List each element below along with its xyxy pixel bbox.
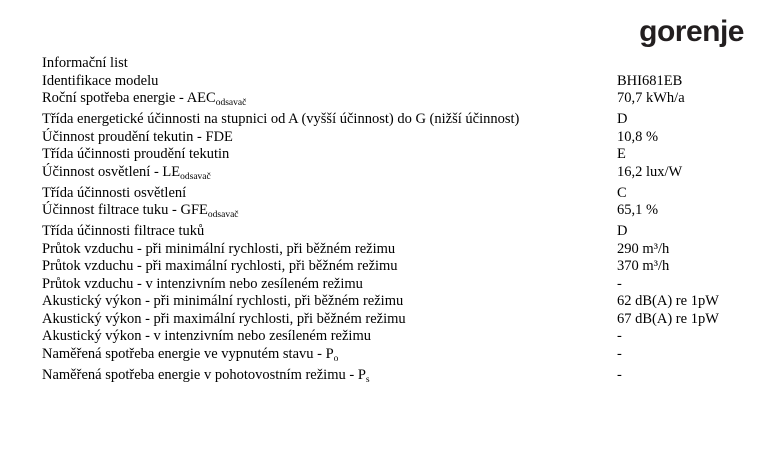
label-text: Průtok vzduchu - při minimální rychlosti, při běžném režimu <box>42 240 396 257</box>
table-row <box>42 185 769 203</box>
row-label <box>42 111 617 129</box>
table-row <box>42 146 769 164</box>
row-label <box>42 202 617 220</box>
table-row <box>42 202 769 223</box>
label-text: Naměřená spotřeba energie ve vypnutém stavu - P <box>42 345 334 362</box>
row-label <box>42 185 617 203</box>
row-value: 62 dB(A) re 1pW <box>617 293 719 309</box>
table-row <box>42 111 769 129</box>
label-text: Akustický výkon - v intenzivním nebo zesíleném režimu <box>42 328 371 344</box>
label-text: Účinnost osvětlení - LE <box>42 163 181 180</box>
row-value: 16,2 lux/W <box>617 163 683 180</box>
row-value: - <box>617 366 622 383</box>
row-label <box>42 311 617 329</box>
row-value: 67 dB(A) re 1pW <box>617 310 719 327</box>
label-subscript: s <box>365 374 370 385</box>
row-label <box>42 276 617 294</box>
row-value: D <box>617 223 628 239</box>
row-label <box>42 146 617 164</box>
table-row <box>42 311 769 329</box>
row-label <box>42 367 617 385</box>
row-value: 290 m³/h <box>617 240 670 257</box>
label-text: Třída účinnosti proudění tekutin <box>42 146 230 162</box>
row-label <box>42 241 617 259</box>
spec-table <box>42 55 769 388</box>
row-label <box>42 346 617 364</box>
row-value: C <box>617 184 627 201</box>
row-label <box>42 258 617 276</box>
label-text: Průtok vzduchu - v intenzivním nebo zesíleném režimu <box>42 275 363 292</box>
label-text: Identifikace modelu <box>42 72 159 89</box>
row-value: - <box>617 275 622 292</box>
row-label <box>42 73 617 91</box>
label-text: Akustický výkon - při maximální rychlosti, při běžném režimu <box>42 310 406 327</box>
table-row <box>42 223 769 241</box>
table-row <box>42 129 769 147</box>
label-text: Účinnost filtrace tuku - GFE <box>42 202 208 218</box>
label-subscript: odsavač <box>207 210 239 220</box>
table-row <box>42 276 769 294</box>
label-subscript: odsavač <box>180 171 211 182</box>
label-text: Informační list <box>42 55 128 71</box>
gorenje-logo: gorenje <box>639 15 744 48</box>
label-text: Účinnost proudění tekutin - FDE <box>42 128 233 145</box>
row-value: - <box>617 328 622 344</box>
table-row <box>42 90 769 111</box>
table-row <box>42 328 769 346</box>
row-value: D <box>617 111 628 127</box>
row-label <box>42 164 617 182</box>
label-text: Akustický výkon - při minimální rychlosti, při běžném režimu <box>42 293 404 309</box>
table-row <box>42 258 769 276</box>
table-row <box>42 367 769 388</box>
table-row <box>42 241 769 259</box>
table-row <box>42 293 769 311</box>
row-value: 10,8 % <box>617 128 659 145</box>
row-label <box>42 55 617 73</box>
row-value: - <box>617 345 622 362</box>
label-text: Naměřená spotřeba energie v pohotovostním režimu - P <box>42 366 366 383</box>
row-label <box>42 90 617 108</box>
row-value: 65,1 % <box>617 202 659 218</box>
label-text: Třída účinnosti osvětlení <box>42 184 187 201</box>
label-text: Třída účinnosti filtrace tuků <box>42 223 205 239</box>
row-value: BHI681EB <box>617 72 683 89</box>
table-row <box>42 73 769 91</box>
label-text: Roční spotřeba energie - AEC <box>42 90 216 106</box>
row-label <box>42 129 617 147</box>
row-label <box>42 328 617 346</box>
row-value: 370 m³/h <box>617 258 670 274</box>
label-text: Třída energetické účinnosti na stupnici od A (vyšší účinnost) do G (nižší účinnost) <box>42 111 520 127</box>
label-subscript: odsavač <box>215 98 247 108</box>
label-subscript: o <box>333 353 339 364</box>
table-row <box>42 164 769 185</box>
row-value: E <box>617 146 626 162</box>
row-label <box>42 293 617 311</box>
table-row <box>42 55 769 73</box>
row-value: 70,7 kWh/a <box>617 90 685 106</box>
table-row <box>42 346 769 367</box>
label-text: Průtok vzduchu - při maximální rychlosti, při běžném režimu <box>42 258 398 274</box>
row-label <box>42 223 617 241</box>
